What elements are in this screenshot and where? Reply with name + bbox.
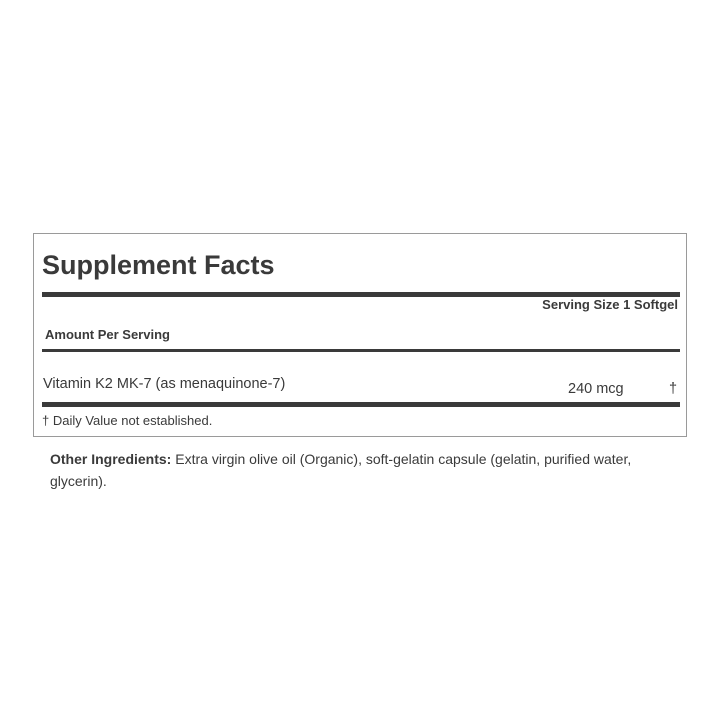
supplement-facts-panel bbox=[33, 233, 687, 437]
daily-value-footnote: † Daily Value not established. bbox=[42, 413, 213, 428]
serving-size: Serving Size 1 Softgel bbox=[542, 297, 678, 312]
nutrient-name: Vitamin K2 MK-7 (as menaquinone-7) bbox=[43, 376, 286, 392]
nutrient-amount: 240 mcg bbox=[568, 381, 624, 397]
other-ingredients bbox=[50, 448, 670, 492]
amount-per-serving-heading: Amount Per Serving bbox=[45, 327, 170, 342]
bottom-divider bbox=[42, 402, 680, 407]
nutrient-daily-value: † bbox=[669, 381, 678, 397]
other-ingredients-text: Extra virgin olive oil (Organic), soft-gelatin capsule (gelatin, purified water, glycerin). bbox=[50, 451, 632, 489]
panel-title: Supplement Facts bbox=[42, 250, 275, 280]
middle-divider bbox=[42, 349, 680, 352]
other-ingredients-label: Other Ingredients: bbox=[50, 451, 172, 467]
